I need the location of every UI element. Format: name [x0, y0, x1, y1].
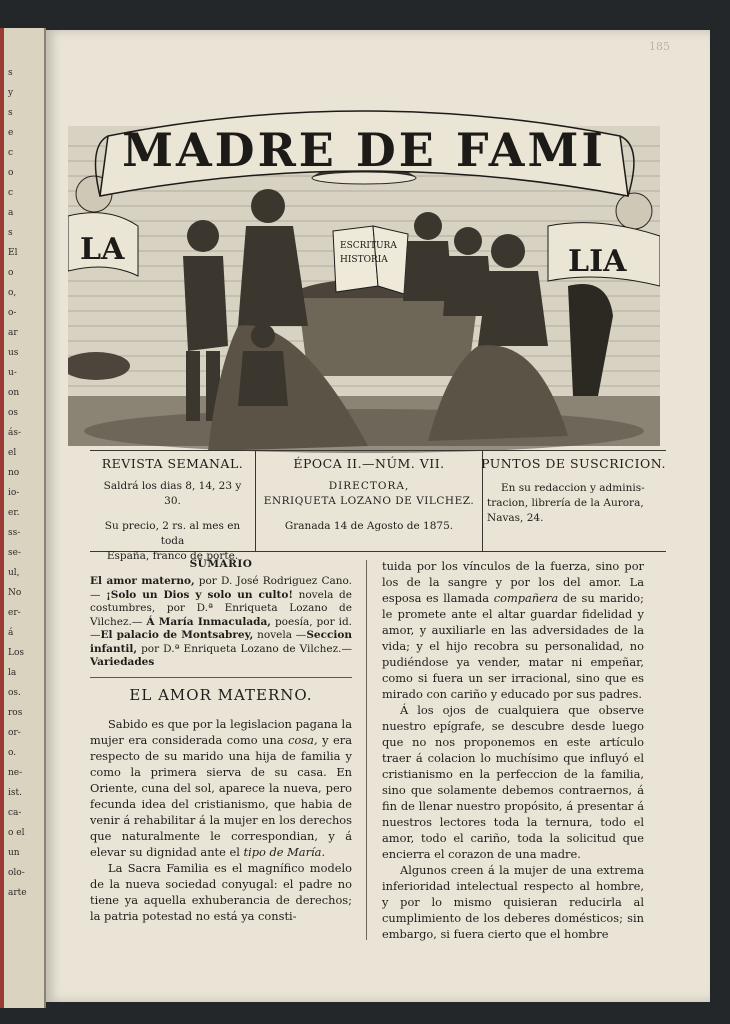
article-paragraph-5: Algunos creen á la mujer de una extrema inferioridad intelectual respecto al hombre, y por lo mismo quisieran reducirla al cumplimiento de los deberes domésticos; sin embargo, si fuera cierto que el hombre [382, 863, 644, 941]
issue-info [255, 451, 483, 551]
left-page-edge [0, 28, 46, 1008]
p3-part-a: tuida por los vínculos de la fuerza, sino por los de la sangre y por los del amor. La esposa es llamada [382, 559, 644, 605]
left-page-fragment: o [8, 168, 14, 178]
left-page-fragment: er- [8, 608, 21, 618]
subscription-line-3: Navas, 24. [487, 512, 544, 524]
p1-italic-cosa: cosa, [288, 732, 318, 747]
left-page-fragment: er. [8, 508, 20, 518]
sumario-rest-3: poesía, por id.— [90, 615, 353, 641]
left-page-fragment: á [8, 628, 14, 638]
left-page-fragment: ar [8, 328, 18, 338]
sumario-title-6: Variedades [90, 656, 155, 668]
left-page-fragment: ss- [8, 528, 21, 538]
p1-part-a: Sabido es que por la legislacion pagana la mujer era considerada como una [90, 716, 352, 747]
masthead-right-flag: LIA [568, 244, 627, 279]
left-page-fragment: os. [8, 688, 21, 698]
left-page-fragment: o, [8, 288, 17, 298]
left-page-fragment: ás- [8, 428, 22, 438]
left-page-fragment: No [8, 588, 22, 598]
left-page-fragment: ne- [8, 768, 23, 778]
sumario-title: SUMARIO [189, 558, 253, 570]
book-text-1: ESCRITURA [340, 241, 397, 251]
article-title: EL AMOR MATERNO. [129, 685, 313, 704]
left-page-fragment: c [8, 148, 14, 158]
epoch-number: ÉPOCA II.—NÚM. VII. [293, 456, 445, 471]
puntos-suscricion: PUNTOS DE SUSCRICION. [481, 456, 666, 471]
sumario-title-5: Seccion infantil, [90, 629, 352, 655]
sumario-rest-5: por D.ª Enriqueta Lozano de Vilchez.— [137, 642, 352, 655]
subscription-line-2: tracion, librería de la Aurora, [487, 497, 644, 509]
column-divider [366, 560, 367, 940]
masthead-title: MADRE DE FAMI [122, 123, 606, 177]
left-page-fragment: olo- [8, 868, 25, 878]
left-page-fragment: e [8, 128, 14, 138]
page-number: 185 [649, 40, 670, 53]
masthead-left-flag: LA [80, 232, 125, 267]
p3-part-c: de su marido; le promete ante el altar guardar fidelidad y amor, y auxiliarle en las adversidades de la vida; y el hijo recobra su personalidad, no pudiéndose ya vender, matar ni empeñar, como si fuera un ser irracional, sino que es mirado con cariño y educado por sus padres. [382, 591, 645, 701]
p1-part-c: y era respecto de su marido una hija de familia y como la primera sierva de su casa. En Oriente, cuna del sol, aparece la nueva, pero fecunda idea del cristianismo, que habia de venir á rehabilitar á la mujer en los derechos que naturalmente le correspondian, y á elevar su dignidad ante el [90, 732, 352, 859]
left-page-fragment: us [8, 348, 19, 358]
left-page-fragment: ist. [8, 788, 22, 798]
right-column [382, 558, 644, 942]
left-page-fragment: arte [8, 888, 27, 898]
left-page-fragment: y [8, 88, 14, 98]
left-page-fragment: ros [8, 708, 23, 718]
left-page-fragment: o- [8, 308, 17, 318]
left-column [90, 558, 352, 924]
sumario-text [90, 575, 352, 670]
left-page-fragment: or- [8, 728, 21, 738]
left-page-fragment: o [8, 268, 14, 278]
book-text-2: HISTORIA [340, 255, 388, 265]
left-page-fragment: El [8, 248, 18, 258]
left-page-fragment: un [8, 848, 20, 858]
left-page-fragment: u- [8, 368, 17, 378]
left-page-fragment: se- [8, 548, 21, 558]
sumario-title-2: ¡Solo un Dios y solo un culto! [106, 588, 293, 601]
issue-date: Granada 14 de Agosto de 1875. [284, 520, 454, 532]
price-line-1: Su precio, 2 rs. al mes en toda [104, 520, 241, 547]
left-page-fragment: ul, [8, 568, 20, 578]
left-page-fragment: ca- [8, 808, 22, 818]
sumario-title-3: Á María Inmaculada, [146, 615, 271, 628]
left-page-fragment: s [8, 68, 13, 78]
director-label: DIRECTORA, [328, 480, 410, 492]
sumario-rest-1: por D. José Rodriguez Cano.— [90, 575, 352, 601]
left-page-fragment: io- [8, 488, 20, 498]
left-page-fragment: a [8, 208, 14, 218]
p1-italic-tipo: tipo de María. [243, 844, 326, 859]
separator [90, 677, 352, 678]
left-page-fragment: el [8, 448, 17, 458]
sumario-title-4: El palacio de Montsabrey, [100, 629, 254, 641]
price-line-2: España, franco de porte. [106, 550, 239, 562]
director-name: ENRIQUETA LOZANO DE VILCHEZ. [263, 495, 475, 507]
sumario-title-1: El amor materno, [90, 575, 195, 587]
sumario-rest-2: novela de costumbres, por D.ª Enriqueta Lozano de Vilchez.— [90, 588, 352, 628]
left-page-fragment: o. [8, 748, 17, 758]
article-paragraph-1 [90, 716, 352, 860]
newspaper-page [46, 30, 710, 1002]
p3-italic: compañera [493, 591, 559, 605]
info-strip [90, 450, 666, 562]
subscription-info [90, 451, 255, 562]
masthead-illustration [68, 66, 660, 466]
left-page-fragment: no [8, 468, 20, 478]
left-page-fragment: Los [8, 648, 25, 658]
left-page-fragment: o el [8, 828, 25, 838]
left-page-fragment: s [8, 108, 13, 118]
red-binding [0, 28, 4, 1008]
article-paragraph-3 [382, 558, 644, 702]
subscription-points [481, 451, 666, 551]
article-paragraph-2: La Sacra Familia es el magnífico modelo de la nueva sociedad conyugal: el padre no tiene ya aquella exhuberancia de derechos; la patria potestad no está ya consti- [90, 860, 352, 923]
article-paragraph-4: Á los ojos de cualquiera que observe nuestro epígrafe, se descubre desde luego que no nos proponemos en este artículo traer á colacion lo muchísimo que influyó el cristianismo en la perfeccion de la familia, sino que solamente debemos contraernos, á fin de llenar nuestro propósito, á presentar á nuestros lectores toda la ternura, todo el amor, todo el cariño, toda la solicitud que encierra el corazon de una madre. [382, 703, 644, 861]
publication-days: Saldrá los dias 8, 14, 23 y 30. [103, 480, 242, 507]
left-page-fragment: on [8, 388, 20, 398]
subscription-line-1: En su redaccion y adminis- [501, 482, 645, 494]
left-page-fragment: la [8, 668, 17, 678]
sumario-rest-4: novela — [253, 629, 307, 641]
left-page-fragment: os [8, 408, 19, 418]
left-page-fragment: s [8, 228, 13, 238]
revista-semanal: REVISTA SEMANAL. [101, 456, 244, 471]
left-page-fragment: c [8, 188, 14, 198]
